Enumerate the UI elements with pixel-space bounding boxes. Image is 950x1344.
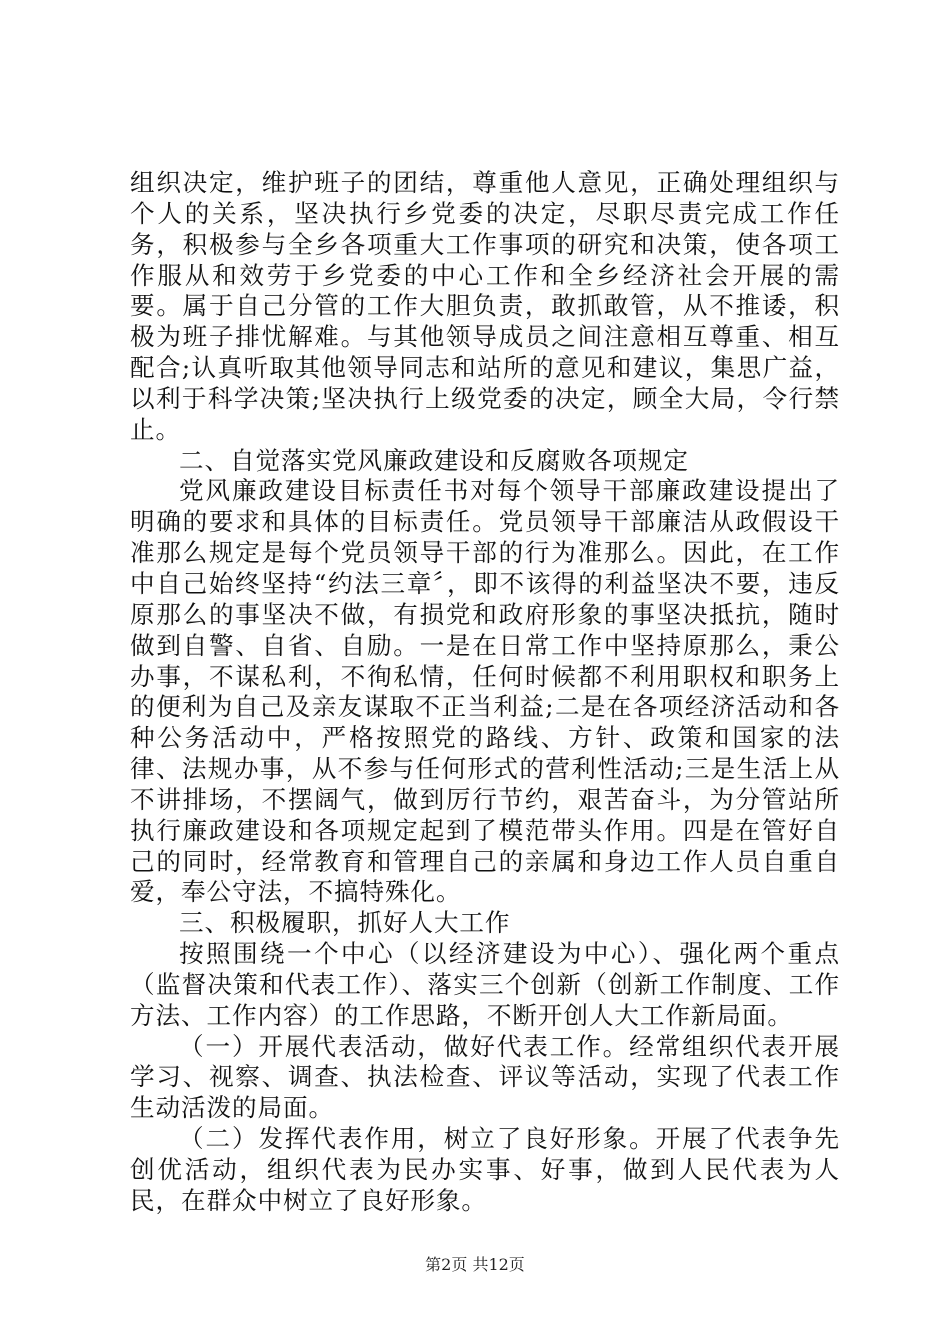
section-heading-3: 三、积极履职，抓好人大工作: [179, 908, 511, 938]
page-number: 第2页 共12页: [425, 1255, 525, 1274]
paragraph-anti-corruption: 党风廉政建设目标责任书对每个领导干部廉政建设提出了明确的要求和具体的目标责任。党员领导干部廉洁从政假设干准那么规定是每个党员领导干部的行为准那么。因此，在工作中自己始终坚持“约法三章〞，即不该得的利益坚决不要，违反原那么的事坚决不做，有损党和政府形象的事坚决抵抗，随时做到自警、自省、自励。一是在日常工作中坚持原那么，秉公办事，不谋私利，不徇私情，任何时候都不利用职权和职务上的便利为自己及亲友谋取不正当利益;二是在各项经济活动和各种公务活动中，严格按照党的路线、方针、政策和国家的法律、法规办事，从不参与任何形式的营利性活动;三是生活上从不讲排场，不摆阔气，做到厉行节约，艰苦奋斗，为分管站所执行廉政建设和各项规定起到了模范带头作用。四是在管好自己的同时，经常教育和管理自己的亲属和身边工作人员自重自爱，奉公守法，不搞特殊化。: [130, 476, 840, 907]
section-heading-2: 二、自觉落实党风廉政建设和反腐败各项规定: [179, 445, 689, 475]
document-body: [130, 168, 840, 1217]
paragraph-continuation: 组织决定，维护班子的团结，尊重他人意见，正确处理组织与个人的关系，坚决执行乡党委的决定，尽职尽责完成工作任务，积极参与全乡各项重大工作事项的研究和决策，使各项工作服从和效劳于乡党委的中心工作和全乡经济社会开展的需要。属于自己分管的工作大胆负责，敢抓敢管，从不推诿，积极为班子排忧解难。与其他领导成员之间注意相互尊重、相互配合;认真听取其他领导同志和站所的意见和建议，集思广益，以利于科学决策;坚决执行上级党委的决定，顾全大局，令行禁止。: [130, 168, 840, 444]
paragraph-representative-activities: （一）开展代表活动，做好代表工作。经常组织代表开展学习、视察、调查、执法检查、评议等活动，实现了代表工作生动活泼的局面。: [130, 1031, 840, 1123]
paragraph-work-approach: 按照围绕一个中心（以经济建设为中心）、强化两个重点（监督决策和代表工作）、落实三个创新（创新工作制度、工作方法、工作内容）的工作思路，不断开创人大工作新局面。: [130, 939, 840, 1030]
paragraph-representative-role: （二）发挥代表作用，树立了良好形象。开展了代表争先创优活动，组织代表为民办实事、好事，做到人民代表为人民，在群众中树立了良好形象。: [130, 1124, 840, 1215]
